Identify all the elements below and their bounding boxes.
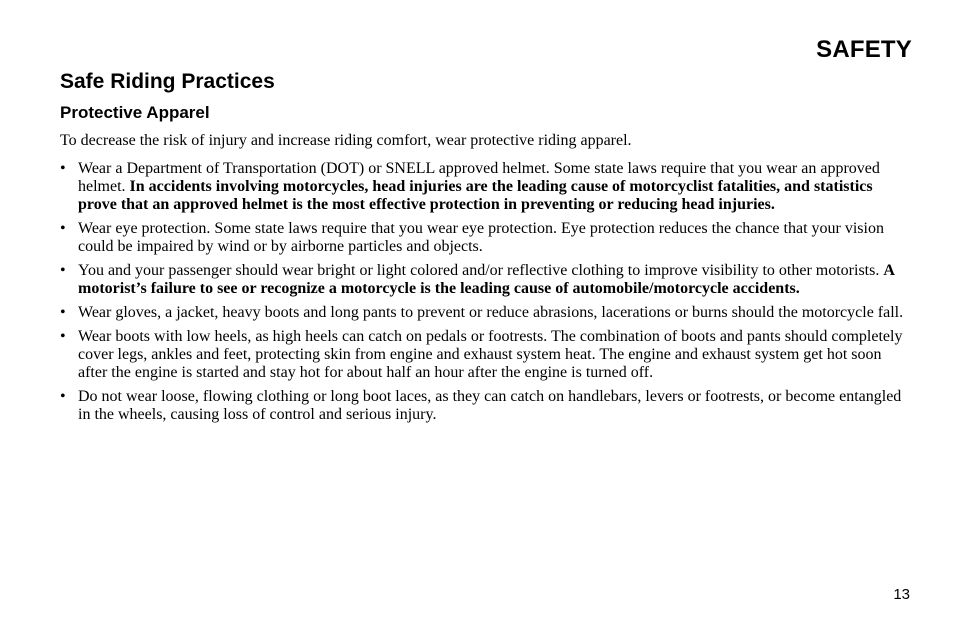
bullet-icon: • (60, 160, 66, 177)
list-item (60, 220, 914, 256)
bullet-list (60, 160, 914, 430)
page-subtitle: Protective Apparel (60, 103, 210, 122)
list-item (60, 262, 914, 298)
bullet-text: Wear a Department of Transportation (DOT) or SNELL approved helmet. Some state laws require that you wear an approved helmet. (78, 160, 880, 195)
bullet-icon: • (60, 388, 66, 405)
bullet-bold-text: A motorist’s failure to see or recognize a motorcycle is the leading cause of automobile/motorcycle accidents. (78, 262, 895, 297)
bullet-text: Do not wear loose, flowing clothing or long boot laces, as they can catch on handlebars, levers or footrests, or become entangled in the wheels, causing loss of control and serious injury. (78, 388, 902, 423)
bullet-text: Wear eye protection. Some state laws require that you wear eye protection. Eye protection reduces the chance that your vision could be impaired by wind or by airborne particles and objects. (78, 220, 884, 255)
bullet-bold-text: In accidents involving motorcycles, head injuries are the leading cause of motorcyclist fatalities, and statistics prove that an approved helmet is the most effective protection in preventing or reducing head injuries. (78, 178, 873, 213)
list-item (60, 328, 914, 382)
bullet-icon: • (60, 220, 66, 237)
list-item (60, 388, 914, 424)
section-header: SAFETY (816, 36, 912, 63)
intro-paragraph: To decrease the risk of injury and increase riding comfort, wear protective riding apparel. (60, 132, 632, 149)
bullet-text: Wear gloves, a jacket, heavy boots and long pants to prevent or reduce abrasions, lacerations or burns should the motorcycle fall. (78, 304, 904, 321)
bullet-text: You and your passenger should wear bright or light colored and/or reflective clothing to improve visibility to other motorists. (78, 262, 884, 279)
bullet-icon: • (60, 304, 66, 321)
bullet-text: Wear boots with low heels, as high heels can catch on pedals or footrests. The combination of boots and pants should completely cover legs, ankles and feet, protecting skin from engine and exhaust system heat. The engine and exhaust system get hot soon after the engine is started and stay hot for about half an hour after the engine is turned off. (78, 328, 903, 381)
bullet-icon: • (60, 328, 66, 345)
page-number: 13 (893, 586, 910, 603)
bullet-icon: • (60, 262, 66, 279)
list-item (60, 304, 914, 322)
page-title: Safe Riding Practices (60, 70, 275, 93)
list-item (60, 160, 914, 214)
